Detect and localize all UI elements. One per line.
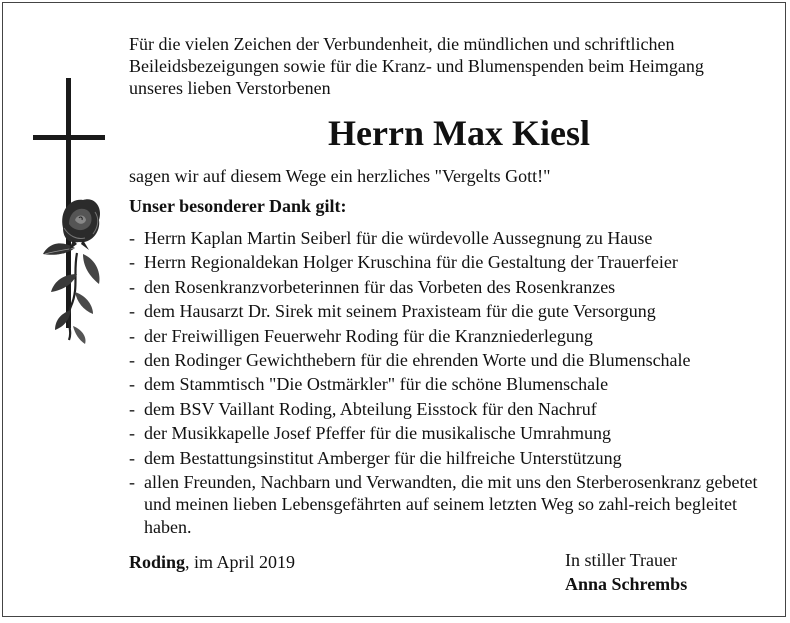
dank-item <box>129 300 769 322</box>
signer-name: Anna Schrembs <box>565 574 688 594</box>
bullet-dash: - <box>129 447 135 468</box>
dank-item-text: der Musikkapelle Josef Pfeffer für die musikalische Umrahmung <box>144 423 612 444</box>
intro-line: Beileidsbezeigungen sowie für die Kranz- und Blumenspenden beim Heimgang <box>129 56 704 76</box>
bullet-dash: - <box>129 228 135 248</box>
bullet-dash: - <box>129 374 135 395</box>
date-text: , im April 2019 <box>185 552 296 572</box>
dank-item-text: Herrn Kaplan Martin Seiberl für die würdevolle Aussegnung zu Hause <box>144 228 653 248</box>
bullet-dash: - <box>129 301 135 322</box>
intro-line: unseres lieben Verstorbenen <box>129 78 331 98</box>
dank-item <box>129 349 769 371</box>
dank-item-text: Herrn Regionaldekan Holger Kruschina für die Gestaltung der Trauerfeier <box>144 252 678 273</box>
thanks-line: sagen wir auf diesem Wege ein herzliches "Vergelts Gott!" <box>129 166 551 186</box>
dank-item <box>129 373 769 395</box>
intro-line: Für die vielen Zeichen der Verbundenheit, die mündlichen und schriftlichen <box>129 34 675 54</box>
bullet-dash: - <box>129 276 135 297</box>
dank-item <box>129 422 769 444</box>
deceased-name: Herrn Max Kiesl <box>328 113 590 153</box>
place-date <box>129 551 295 573</box>
dank-item-text: dem Hausarzt Dr. Sirek mit seinem Praxisteam für die gute Versorgung <box>144 301 656 322</box>
bullet-dash: - <box>129 325 135 346</box>
dank-item <box>129 227 769 249</box>
dank-item-text: dem BSV Vaillant Roding, Abteilung Eisstock für den Nachruf <box>144 398 597 419</box>
bullet-dash: - <box>129 423 135 444</box>
dank-item <box>129 471 769 538</box>
dank-item <box>129 251 769 273</box>
bullet-dash: - <box>129 350 135 371</box>
dank-item-text: den Rosenkranzvorbeterinnen für das Vorbeten des Rosenkranzes <box>144 276 616 297</box>
bullet-dash: - <box>129 472 135 493</box>
dank-item <box>129 325 769 347</box>
dank-item-text: dem Bestattungsinstitut Amberger für die hilfreiche Unterstützung <box>144 447 622 468</box>
intro-paragraph <box>129 33 769 99</box>
closing-phrase: In stiller Trauer <box>565 550 677 570</box>
dank-item-text: der Freiwilligen Feuerwehr Roding für die Kranzniederlegung <box>144 325 593 346</box>
cross-with-rose-icon <box>33 78 113 348</box>
dank-item-text: allen Freunden, Nachbarn und Verwandten, die mit uns den Sterberosenkranz gebetet und meinen lieben Lebensgefährten auf seinem letzten Weg so zahl-reich begleitet haben. <box>144 472 758 537</box>
dank-item-text: dem Stammtisch "Die Ostmärkler" für die schöne Blumenschale <box>144 374 609 395</box>
obituary-thanks-notice <box>2 2 786 617</box>
dank-list <box>129 227 769 538</box>
notice-body <box>129 33 769 540</box>
bullet-dash: - <box>129 252 135 273</box>
dank-item <box>129 276 769 298</box>
place: Roding <box>129 552 186 572</box>
dank-item <box>129 447 769 469</box>
dank-heading: Unser besonderer Dank gilt: <box>129 196 347 216</box>
bullet-dash: - <box>129 398 135 419</box>
dank-item-text: den Rodinger Gewichthebern für die ehrenden Worte und die Blumenschale <box>144 350 691 371</box>
dank-item <box>129 398 769 420</box>
signature-block <box>565 549 687 595</box>
